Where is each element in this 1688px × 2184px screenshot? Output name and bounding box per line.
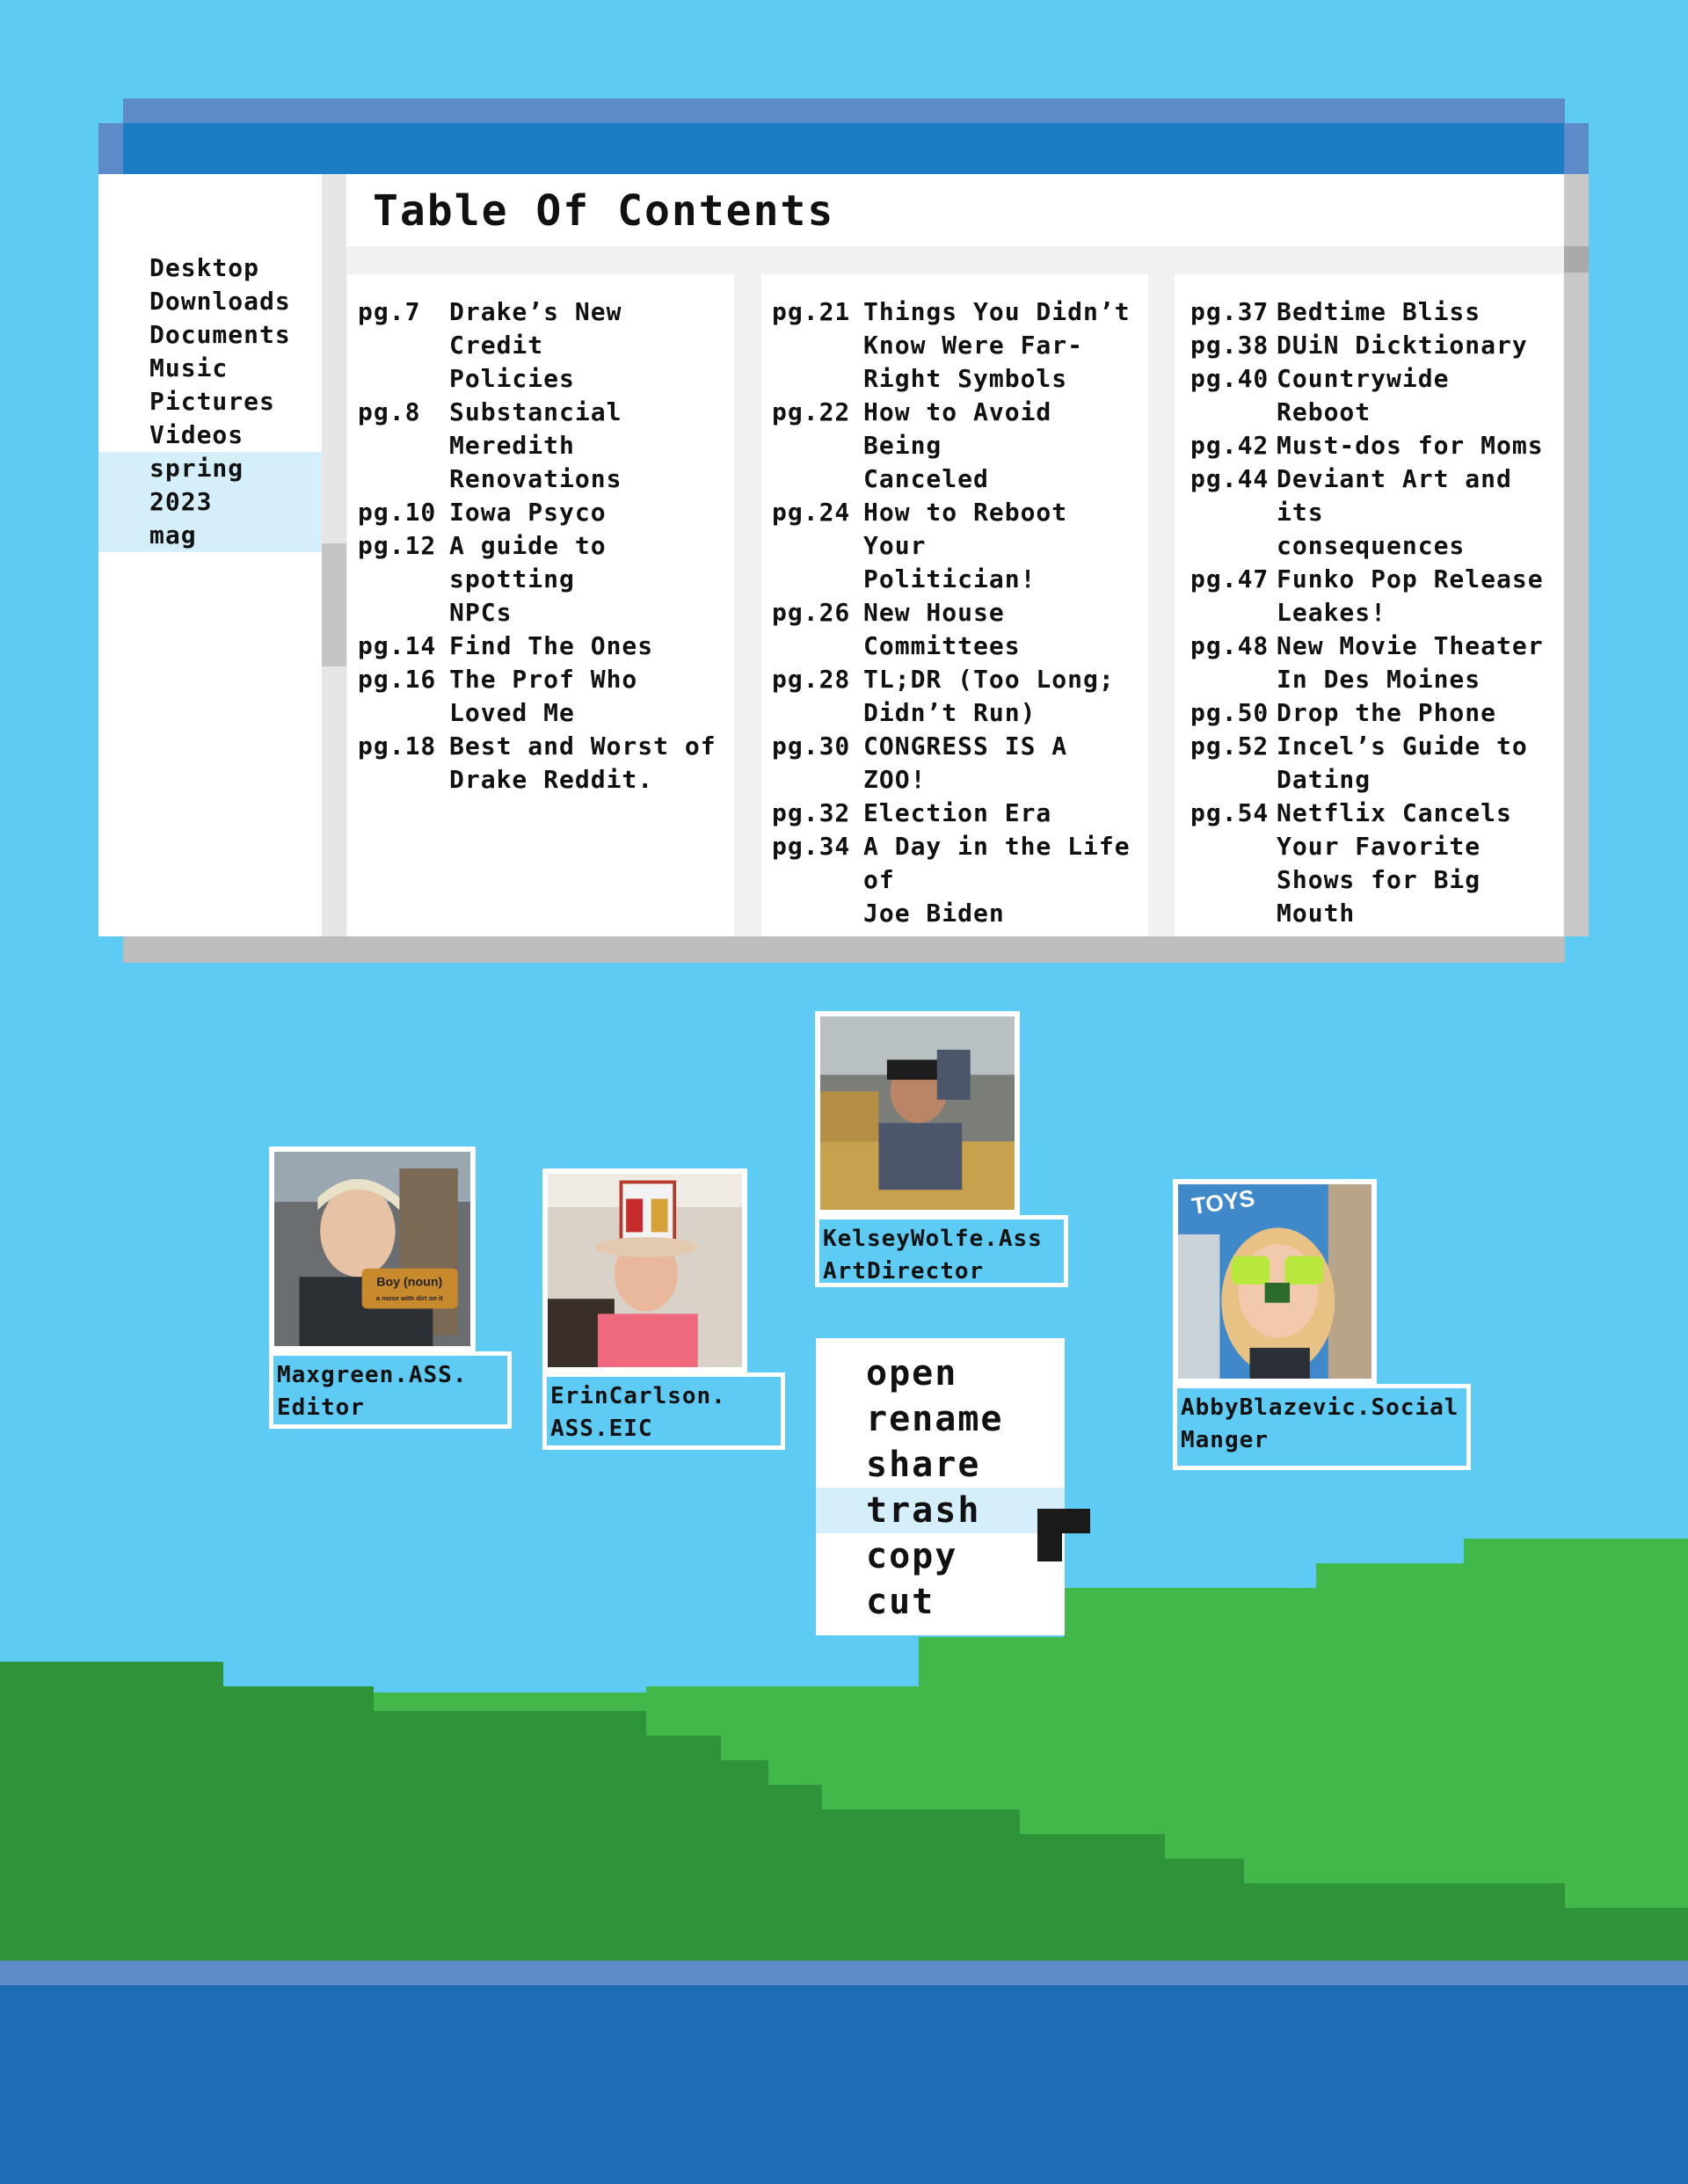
horizon-band bbox=[0, 1961, 1688, 1985]
staff-caption-kelsey[interactable]: KelseyWolfe.Ass ArtDirector bbox=[815, 1215, 1068, 1287]
toc-page-number: pg.38 bbox=[1190, 331, 1270, 360]
toc-entry[interactable] bbox=[358, 396, 727, 496]
toc-entry[interactable] bbox=[772, 797, 1145, 830]
toc-entry[interactable] bbox=[772, 596, 1145, 663]
toc-page-number: pg.18 bbox=[358, 732, 437, 761]
toc-article-title: New House Committees bbox=[863, 598, 1021, 660]
sidebar-item[interactable]: Desktop bbox=[149, 253, 260, 282]
toc-article-title: Incel’s Guide to Dating bbox=[1277, 732, 1528, 794]
toc-article-title: DUiN Dicktionary bbox=[1277, 331, 1528, 360]
staff-caption-max[interactable]: Maxgreen.ASS. Editor bbox=[269, 1351, 512, 1429]
toc-page-number: pg.40 bbox=[1190, 364, 1270, 393]
toc-page-number: pg.32 bbox=[772, 798, 851, 827]
context-menu-item-rename[interactable]: rename bbox=[866, 1399, 1004, 1439]
toc-page-number: pg.26 bbox=[772, 598, 851, 627]
sidebar-item[interactable]: Pictures bbox=[149, 387, 275, 416]
staff-caption-abby[interactable]: AbbyBlazevic.Social Manger bbox=[1173, 1384, 1471, 1470]
content-header bbox=[346, 174, 1564, 246]
toc-article-title: How to Reboot Your Politician! bbox=[863, 498, 1068, 593]
toc-entry[interactable] bbox=[358, 730, 727, 797]
context-menu-item-open[interactable]: open bbox=[866, 1353, 958, 1394]
toc-page-number: pg.21 bbox=[772, 297, 851, 326]
window-titlebar[interactable] bbox=[98, 123, 1589, 174]
toc-entry[interactable] bbox=[772, 830, 1145, 930]
context-menu-item-copy[interactable]: copy bbox=[866, 1536, 958, 1576]
toc-page-number: pg.8 bbox=[358, 397, 421, 426]
toc-article-title: Things You Didn’t Know Were Far- Right Symbols bbox=[863, 297, 1131, 393]
toc-page-number: pg.16 bbox=[358, 665, 437, 694]
sidebar-item[interactable]: Documents bbox=[149, 320, 291, 349]
sidebar-scrollbar[interactable] bbox=[322, 174, 346, 936]
toc-entry[interactable] bbox=[1190, 797, 1560, 930]
page-title: Table Of Contents bbox=[373, 186, 835, 236]
window-back-frame bbox=[123, 98, 1565, 125]
toc-article-title: Deviant Art and its consequences bbox=[1277, 464, 1512, 560]
toc-entry[interactable] bbox=[1190, 563, 1560, 630]
context-menu-item-trash[interactable]: trash bbox=[816, 1488, 1065, 1533]
toc-article-title: A guide to spotting NPCs bbox=[449, 531, 607, 627]
toc-entry[interactable] bbox=[358, 663, 727, 730]
toc-article-title: Iowa Psyco bbox=[449, 498, 607, 527]
sidebar-item[interactable]: Videos bbox=[149, 420, 244, 449]
photo-sign-title: Boy (noun) bbox=[376, 1275, 443, 1290]
toc-article-title: Must-dos for Moms bbox=[1277, 431, 1544, 460]
main-scrollbar[interactable] bbox=[1564, 174, 1589, 936]
toc-page-number: pg.44 bbox=[1190, 464, 1270, 493]
sidebar-item[interactable]: spring 2023 mag bbox=[98, 452, 322, 552]
toc-entry[interactable] bbox=[1190, 730, 1560, 797]
staff-photo-erin[interactable] bbox=[542, 1168, 747, 1372]
toc-column-2 bbox=[761, 274, 1148, 936]
toc-page-number: pg.28 bbox=[772, 665, 851, 694]
file-explorer-window bbox=[98, 123, 1589, 936]
toc-page-number: pg.14 bbox=[358, 631, 437, 660]
toc-entry[interactable] bbox=[1190, 295, 1560, 329]
toc-column-1 bbox=[347, 274, 734, 936]
toc-page-number: pg.24 bbox=[772, 498, 851, 527]
toc-entry[interactable] bbox=[1190, 429, 1560, 462]
toc-entry[interactable] bbox=[358, 630, 727, 663]
toc-page-number: pg.47 bbox=[1190, 564, 1270, 593]
toc-article-title: Drake’s New Credit Policies bbox=[449, 297, 622, 393]
sidebar-item[interactable]: Downloads bbox=[149, 287, 291, 316]
staff-caption-erin[interactable]: ErinCarlson. ASS.EIC bbox=[542, 1372, 785, 1450]
toc-page-number: pg.22 bbox=[772, 397, 851, 426]
sidebar-list bbox=[98, 251, 322, 552]
toc-page-number: pg.30 bbox=[772, 732, 851, 761]
toc-article-title: CONGRESS IS A ZOO! bbox=[863, 732, 1068, 794]
toc-article-title: Substancial Meredith Renovations bbox=[449, 397, 622, 493]
toc-page-number: pg.10 bbox=[358, 498, 437, 527]
toc-article-title: New Movie Theater In Des Moines bbox=[1277, 631, 1544, 694]
toc-page-number: pg.52 bbox=[1190, 732, 1270, 761]
water-band bbox=[0, 1985, 1688, 2184]
toc-article-title: TL;DR (Too Long; Didn’t Run) bbox=[863, 665, 1115, 727]
photo-sign-definition: a noise with dirt on it bbox=[375, 1293, 443, 1302]
toc-entry[interactable] bbox=[1190, 362, 1560, 429]
toys-sign-text: TOYS bbox=[1190, 1184, 1257, 1220]
toc-article-title: Election Era bbox=[863, 798, 1052, 827]
toc-article-title: Netflix Cancels Your Favorite Shows for Big Mouth bbox=[1277, 798, 1512, 928]
context-menu-item-share[interactable]: share bbox=[866, 1445, 981, 1485]
toc-entry[interactable] bbox=[358, 529, 727, 630]
toc-entry[interactable] bbox=[772, 396, 1145, 496]
main-scroll-thumb[interactable] bbox=[1564, 246, 1589, 273]
toc-article-title: Funko Pop Release Leakes! bbox=[1277, 564, 1544, 627]
toc-page-number: pg.7 bbox=[358, 297, 421, 326]
pixel-arrow-cursor-icon bbox=[1037, 1509, 1090, 1562]
toc-page-number: pg.50 bbox=[1190, 698, 1270, 727]
toc-page-number: pg.54 bbox=[1190, 798, 1270, 827]
sidebar-item[interactable]: Music bbox=[149, 353, 229, 382]
toc-entry[interactable] bbox=[772, 663, 1145, 730]
toc-article-title: Best and Worst of Drake Reddit. bbox=[449, 732, 717, 794]
toc-entry[interactable] bbox=[772, 496, 1145, 596]
toc-article-title: Find The Ones bbox=[449, 631, 654, 660]
staff-photo-max[interactable] bbox=[269, 1147, 476, 1351]
toc-page-number: pg.48 bbox=[1190, 631, 1270, 660]
sidebar bbox=[98, 174, 322, 936]
context-menu-list bbox=[816, 1350, 1065, 1625]
toc-entry[interactable] bbox=[1190, 630, 1560, 696]
toc-article-title: How to Avoid Being Canceled bbox=[863, 397, 1052, 493]
toc-article-title: Countrywide Reboot bbox=[1277, 364, 1450, 426]
toc-column-3 bbox=[1175, 274, 1563, 936]
sidebar-scroll-thumb[interactable] bbox=[322, 543, 346, 666]
toc-entry[interactable] bbox=[1190, 462, 1560, 563]
toc-entry[interactable] bbox=[358, 295, 727, 396]
toc-article-title: Drop the Phone bbox=[1277, 698, 1497, 727]
toc-entry[interactable] bbox=[358, 496, 727, 529]
toc-page-number: pg.34 bbox=[772, 832, 851, 861]
toc-entry[interactable] bbox=[1190, 329, 1560, 362]
toc-page-number: pg.37 bbox=[1190, 297, 1270, 326]
toc-entry[interactable] bbox=[772, 295, 1145, 396]
context-menu-item-cut[interactable]: cut bbox=[866, 1582, 935, 1622]
toc-article-title: Bedtime Bliss bbox=[1277, 297, 1481, 326]
context-menu bbox=[816, 1338, 1065, 1635]
toc-entry[interactable] bbox=[772, 730, 1145, 797]
toc-page-number: pg.12 bbox=[358, 531, 437, 560]
staff-photo-kelsey[interactable] bbox=[815, 1011, 1020, 1215]
toc-page-number: pg.42 bbox=[1190, 431, 1270, 460]
toc-entry[interactable] bbox=[1190, 696, 1560, 730]
toc-article-title: A Day in the Life of Joe Biden bbox=[863, 832, 1131, 928]
staff-photo-abby[interactable] bbox=[1173, 1179, 1377, 1384]
toc-article-title: The Prof Who Loved Me bbox=[449, 665, 638, 727]
